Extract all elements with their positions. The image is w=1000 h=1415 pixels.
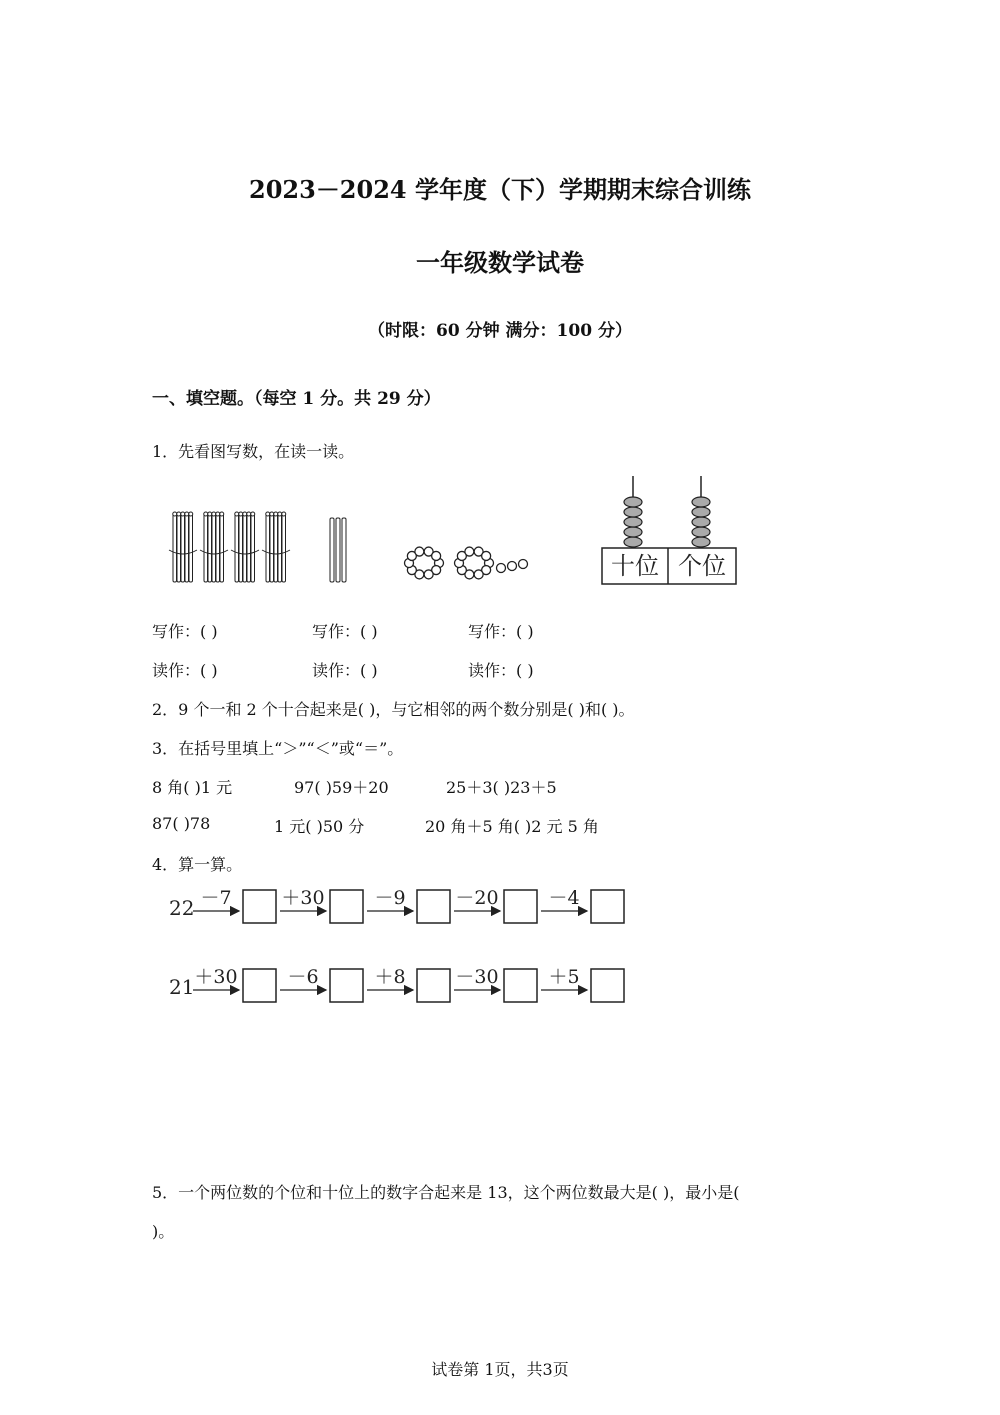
abacus-bead <box>692 537 710 547</box>
answer-box[interactable] <box>243 969 276 1002</box>
abacus-bead <box>692 527 710 537</box>
bead <box>474 570 483 579</box>
read-answer-2[interactable]: 读作：( ) <box>312 661 378 680</box>
answer-box[interactable] <box>591 969 624 1002</box>
abacus-tens-label: 十位 <box>611 552 659 580</box>
compare-item-1[interactable]: 8 角( )1 元 <box>152 778 233 797</box>
stick-bundle <box>231 512 259 582</box>
loose-stick <box>336 518 340 582</box>
section-heading: 一、填空题。（每空 1 分。共 29 分） <box>152 389 441 409</box>
answer-box[interactable] <box>591 890 624 923</box>
chain-operation: ＋30 <box>194 966 238 988</box>
question-5-text: 5．一个两位数的个位和十位上的数字合起来是 13，这个两位数最大是( )，最小是( <box>152 1183 740 1202</box>
stick-bundles-figure <box>165 508 355 590</box>
loose-bead <box>508 562 517 571</box>
compare-item-2[interactable]: 97( )59＋20 <box>294 778 389 797</box>
abacus-bead <box>692 517 710 527</box>
chain-operation: －20 <box>455 887 499 909</box>
bead-groups-figure <box>400 538 535 588</box>
bead <box>424 570 433 579</box>
bead <box>432 551 441 560</box>
exam-title: 2023－2024 学年度（下）学期期末综合训练 <box>249 175 751 204</box>
chain-operation: －4 <box>548 887 580 909</box>
loose-stick <box>330 518 334 582</box>
chain-2-start: 21 <box>169 975 195 999</box>
answer-box[interactable] <box>330 969 363 1002</box>
bead <box>482 551 491 560</box>
answer-box[interactable] <box>330 890 363 923</box>
abacus-bead <box>624 517 642 527</box>
write-answer-1[interactable]: 写作：( ) <box>152 622 218 641</box>
chain-operation: －6 <box>287 966 319 988</box>
loose-stick <box>342 518 346 582</box>
bead <box>415 547 424 556</box>
exam-subtitle: 一年级数学试卷 <box>416 248 584 277</box>
abacus-figure <box>598 474 740 586</box>
question-5-text-cont: )。 <box>152 1222 175 1241</box>
chain-operation: －9 <box>374 887 406 909</box>
loose-bead <box>519 560 528 569</box>
chain-operation: ＋30 <box>281 887 325 909</box>
abacus-bead <box>624 537 642 547</box>
read-answer-1[interactable]: 读作：( ) <box>152 661 218 680</box>
compare-item-3[interactable]: 25＋3( )23＋5 <box>446 778 557 797</box>
abacus-bead <box>692 497 710 507</box>
answer-box[interactable] <box>417 890 450 923</box>
answer-box[interactable] <box>504 890 537 923</box>
question-2-text: 2．9 个一和 2 个十合起来是( )，与它相邻的两个数分别是( )和( )。 <box>152 700 635 719</box>
calc-chain-1 <box>165 880 635 930</box>
read-answer-3[interactable]: 读作：( ) <box>468 661 534 680</box>
calc-chain-2 <box>165 959 635 1009</box>
question-1-text: 1．先看图写数，在读一读。 <box>152 442 355 461</box>
write-answer-2[interactable]: 写作：( ) <box>312 622 378 641</box>
abacus-bead <box>624 507 642 517</box>
bead <box>465 547 474 556</box>
chain-operation: ＋8 <box>374 966 406 988</box>
question-4-text: 4．算一算。 <box>152 855 243 874</box>
abacus-bead <box>692 507 710 517</box>
abacus-bead <box>624 497 642 507</box>
compare-item-4[interactable]: 87( )78 <box>152 814 211 833</box>
chain-operation: －7 <box>200 887 232 909</box>
abacus-ones-label: 个位 <box>678 552 726 580</box>
time-info: （时限：60 分钟 满分：100 分） <box>368 321 632 341</box>
stick-bundle <box>200 512 228 582</box>
page-footer: 试卷第 1页，共3页 <box>431 1360 569 1379</box>
compare-item-5[interactable]: 1 元( )50 分 <box>274 817 365 836</box>
chain-operation: －30 <box>455 966 499 988</box>
answer-box[interactable] <box>504 969 537 1002</box>
chain-1-start: 22 <box>169 896 195 920</box>
abacus-bead <box>624 527 642 537</box>
question-3-text: 3．在括号里填上“＞”“＜”或“＝”。 <box>152 739 404 758</box>
chain-operation: ＋5 <box>548 966 580 988</box>
compare-item-6[interactable]: 20 角＋5 角( )2 元 5 角 <box>425 817 599 836</box>
stick-bundle <box>262 512 290 582</box>
loose-bead <box>497 564 506 573</box>
answer-box[interactable] <box>417 969 450 1002</box>
stick-bundle <box>169 512 197 582</box>
answer-box[interactable] <box>243 890 276 923</box>
write-answer-3[interactable]: 写作：( ) <box>468 622 534 641</box>
